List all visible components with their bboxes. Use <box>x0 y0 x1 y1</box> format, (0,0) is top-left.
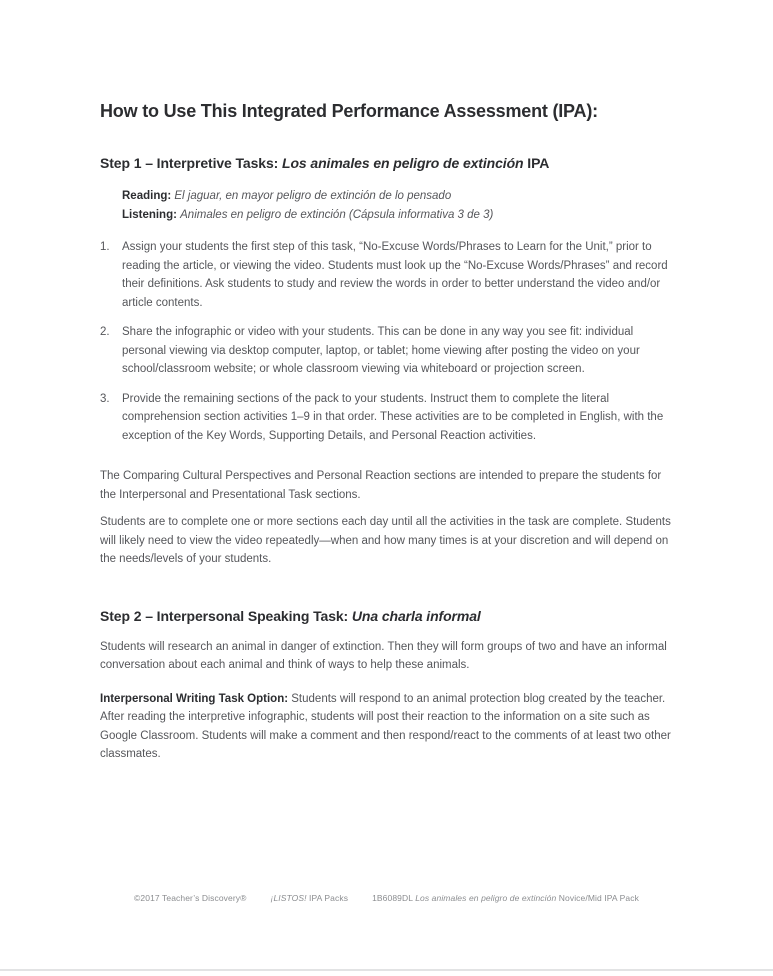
step2-heading-prefix: Step 2 – Interpersonal Speaking Task: <box>100 607 352 624</box>
paragraph-cultural-perspectives: The Comparing Cultural Perspectives and Personal Reaction sections are intended to prepare the students for the Interpersonal and Presentational Task sections. <box>100 470 662 501</box>
step2-heading-title: Una charla informal <box>351 607 481 624</box>
page-bottom-edge-divider <box>0 969 773 971</box>
listening-text: Animales en peligro de extinción (Cápsula informativa 3 de 3) <box>180 209 494 221</box>
footer-brand-rest: IPA Packs <box>306 893 349 903</box>
footer-pack <box>372 893 639 904</box>
paragraph-completion-pace: Students are to complete one or more sections each day until all the activities in the task are complete. Students will likely need to view the video repeatedly—when and how many times is at your discretion and will depend on the needs/levels of your students. <box>100 516 671 565</box>
list-item-number: 3. <box>100 392 110 405</box>
footer-copyright: ©2017 Teacher’s Discovery® <box>134 893 247 903</box>
list-item-number: 1. <box>100 241 110 253</box>
listening-line <box>122 206 673 225</box>
reading-text: El jaguar, en mayor peligro de extinción de lo pensado <box>174 190 452 202</box>
document-content <box>100 0 673 764</box>
step1-heading <box>100 154 673 172</box>
step1-heading-title: Los animales en peligro de extinción <box>282 155 524 171</box>
footer-pack-code: 1B6089DL <box>372 893 416 903</box>
step2-section <box>100 607 673 764</box>
step2-heading <box>100 607 673 625</box>
footer-brand <box>271 893 349 904</box>
paragraph-step2-description: Students will research an animal in danger of extinction. Then they will form groups of two and have an informal conversation about each animal and think of ways to help these animals. <box>100 640 667 671</box>
writing-option-label: Interpersonal Writing Task Option: <box>100 692 292 705</box>
reading-label: Reading: <box>122 190 175 202</box>
page-title: How to Use This Integrated Performance Assessment (IPA): <box>100 101 598 121</box>
list-item <box>100 323 673 379</box>
list-item-text: Assign your students the first step of this task, “No-Excuse Words/Phrases to Learn for the Unit,” prior to reading the article, or viewing the video. Students must look up the “No-Excuse Words/Phrases” and record their definitions. Ask students to study and review the words in order to better understand the video and/or article contents. <box>122 241 668 309</box>
list-item <box>100 238 673 312</box>
footer-brand-name: ¡LISTOS! <box>270 893 307 903</box>
step1-instructions-list <box>100 238 673 445</box>
paragraph-writing-option <box>100 690 673 764</box>
list-item <box>100 390 673 446</box>
writing-option-text: Students will respond to an animal protection blog created by the teacher. After reading the interpretive infographic, students will post their reaction to the information on a site such as Google Classroom. Students will make a comment and then respond/react to the comments of at least two other classmates. <box>100 692 671 760</box>
list-item-text: Provide the remaining sections of the pack to your students. Instruct them to complete the literal comprehension section activities 1–9 in that order. These activities are to be completed in English, with the exception of the Key Words, Supporting Details, and Personal Reaction activities. <box>122 392 664 442</box>
list-item-number: 2. <box>100 326 110 338</box>
footer-pack-rest: Novice/Mid IPA Pack <box>556 893 639 903</box>
step1-section <box>100 154 673 569</box>
footer-pack-title: Los animales en peligro de extinción <box>415 893 557 903</box>
page-footer <box>0 893 773 904</box>
list-item-text: Share the infographic or video with your students. This can be done in any way you see fit: individual personal viewing via desktop computer, laptop, or tablet; home viewing after posting the video on your school/classroom website; or whole classroom viewing via whiteboard or projection screen. <box>122 326 640 375</box>
step1-heading-prefix: Step 1 – Interpretive Tasks: <box>100 155 283 171</box>
step1-heading-suffix: IPA <box>523 155 550 171</box>
reading-listening-block <box>122 187 673 225</box>
reading-line <box>122 187 673 206</box>
listening-label: Listening: <box>122 209 181 221</box>
